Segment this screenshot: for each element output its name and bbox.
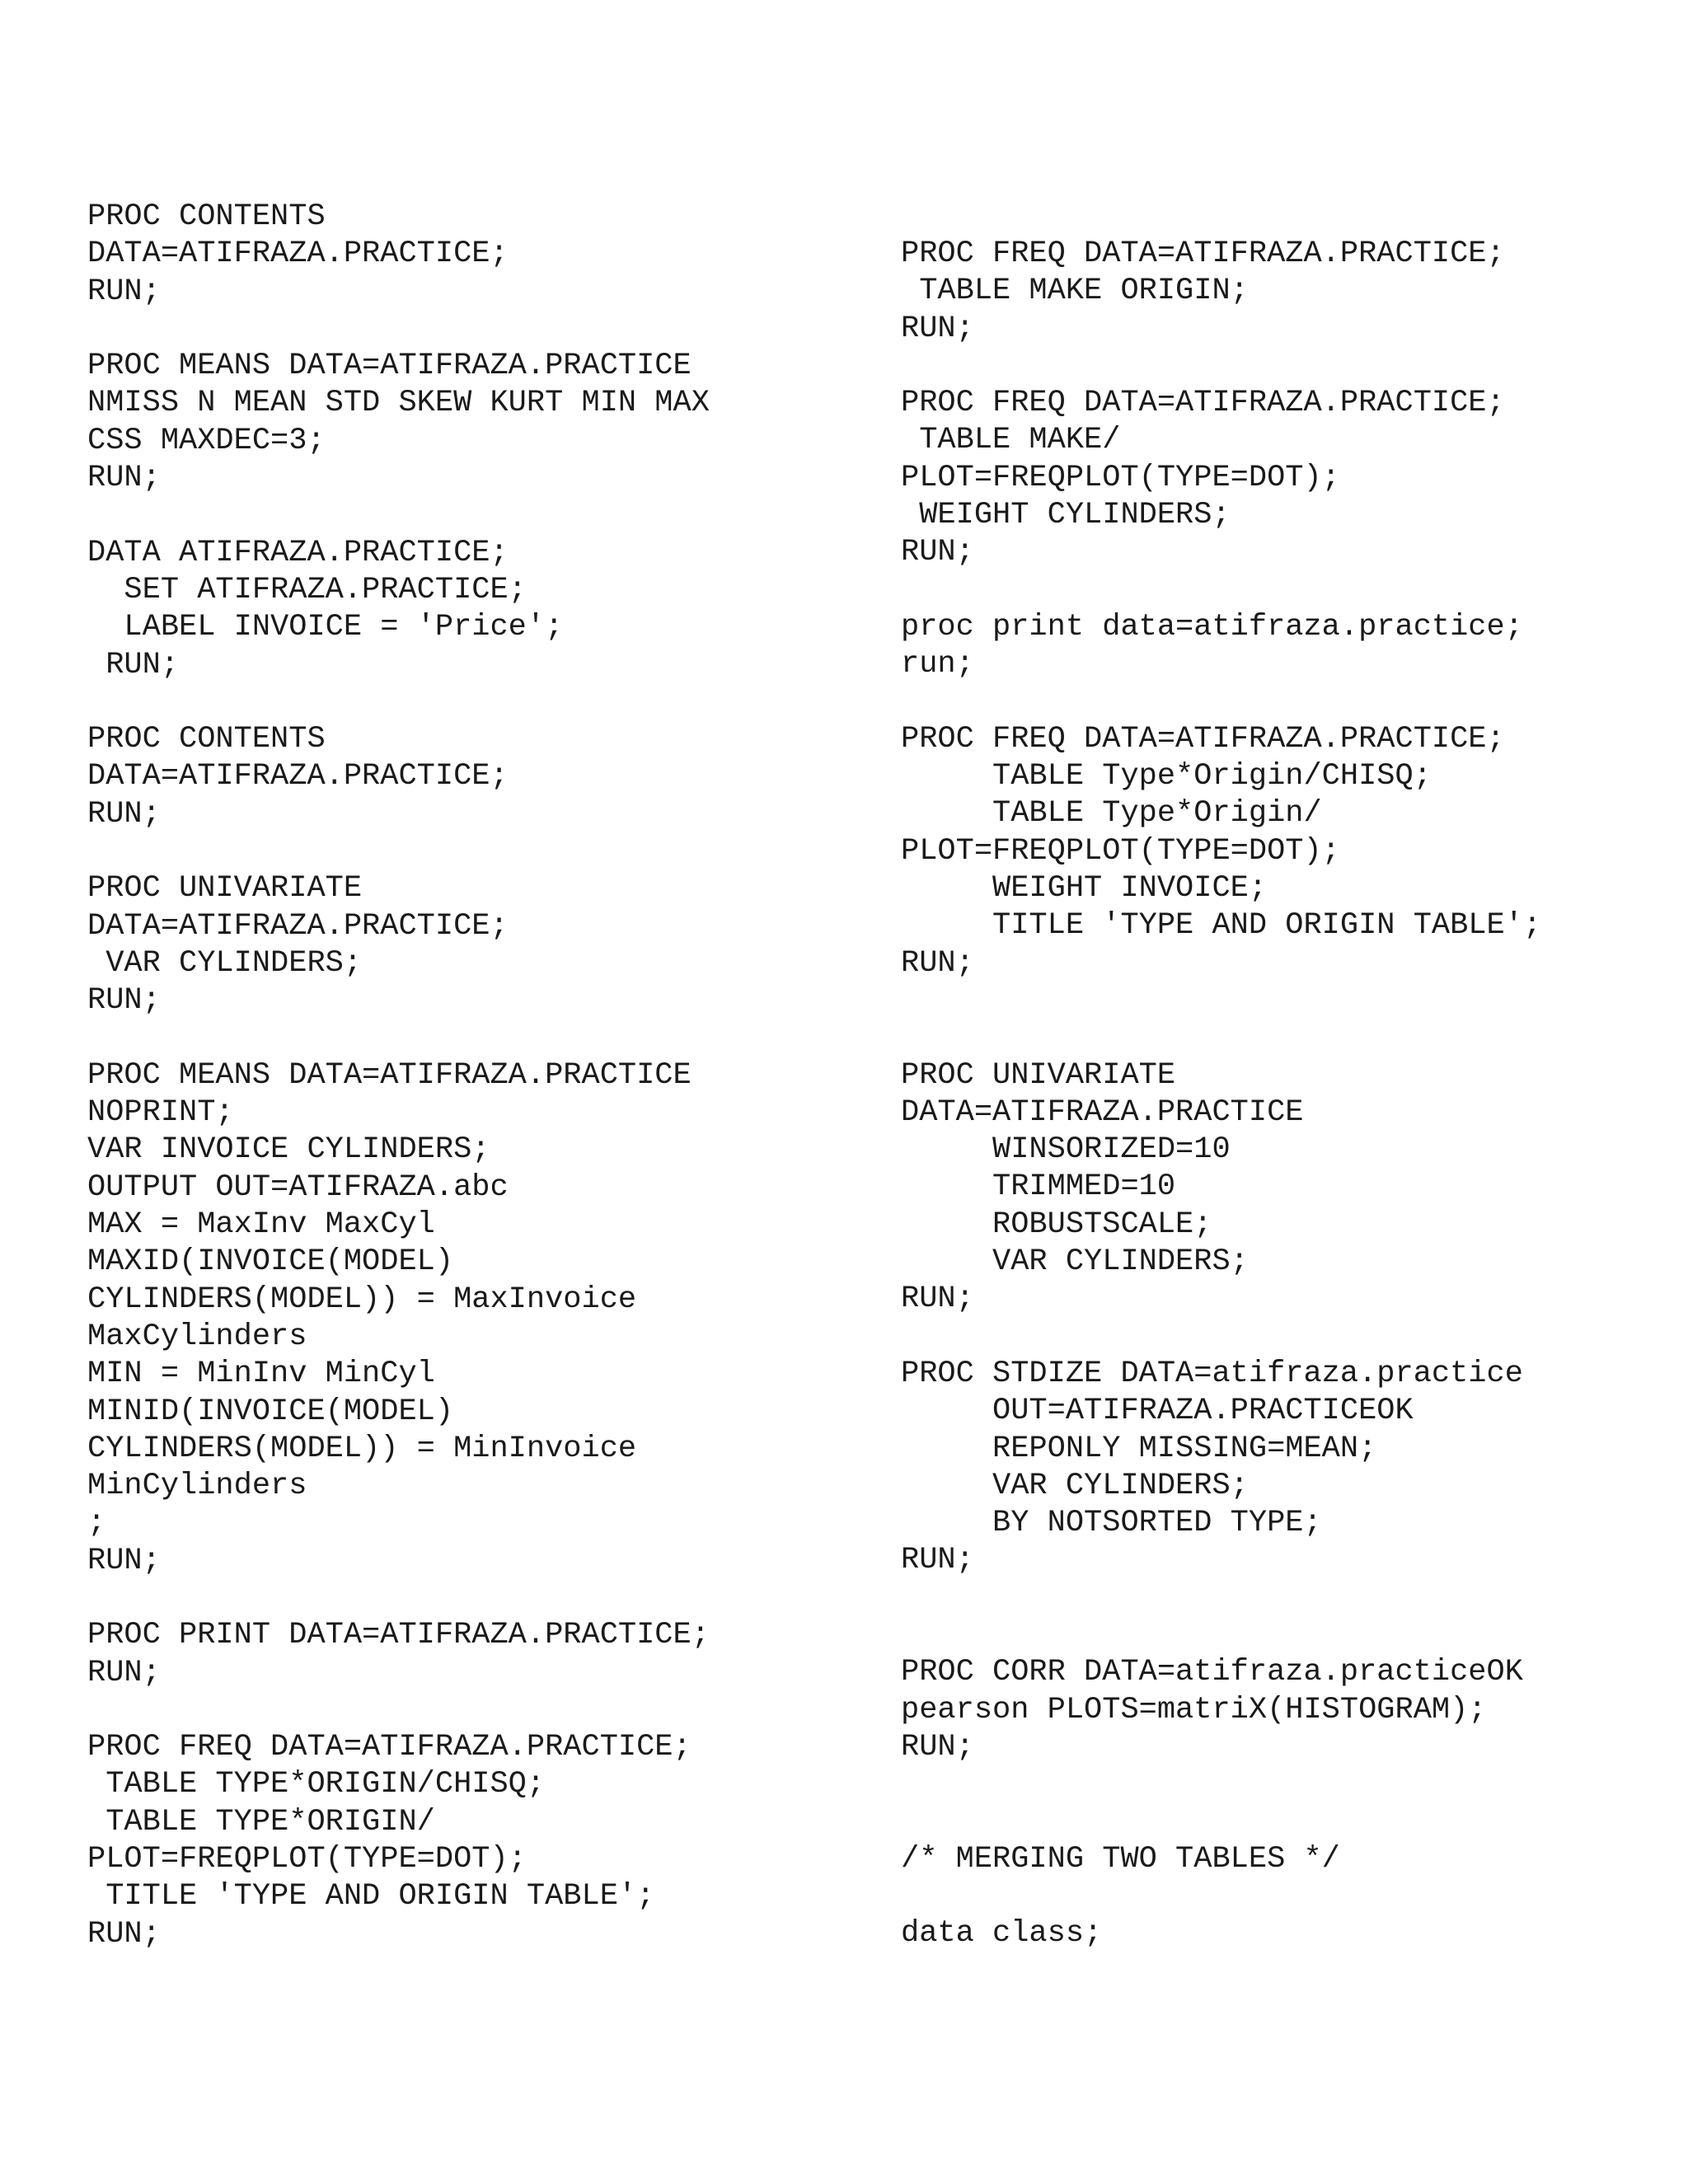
code-line: PROC PRINT DATA=ATIFRAZA.PRACTICE;: [87, 1618, 710, 1653]
code-line: [87, 311, 813, 348]
code-line: VAR CYLINDERS;: [901, 1244, 1249, 1280]
code-line: LABEL INVOICE = 'Price';: [87, 610, 564, 645]
code-line: RUN;: [87, 274, 161, 309]
code-line: PROC FREQ DATA=ATIFRAZA.PRACTICE;: [901, 386, 1505, 421]
code-line: [901, 684, 1643, 721]
code-line: RUN;: [87, 1543, 161, 1578]
code-line: CSS MAXDEC=3;: [87, 423, 326, 458]
code-line: [87, 1580, 813, 1617]
code-line: VAR INVOICE CYLINDERS;: [87, 1132, 490, 1168]
code-line: DATA=ATIFRAZA.PRACTICE;: [87, 237, 509, 272]
code-line: [901, 1803, 1643, 1840]
code-line: NMISS N MEAN STD SKEW KURT MIN MAX: [87, 386, 710, 421]
code-line: REPONLY MISSING=MEAN;: [901, 1431, 1377, 1466]
code-line: RUN;: [901, 311, 974, 346]
code-line: RUN;: [87, 1916, 161, 1952]
code-line: TITLE 'TYPE AND ORIGIN TABLE';: [901, 908, 1542, 944]
code-line: PROC MEANS DATA=ATIFRAZA.PRACTICE: [87, 349, 692, 384]
code-line: PROC FREQ DATA=ATIFRAZA.PRACTICE;: [87, 1730, 692, 1765]
code-line: TITLE 'TYPE AND ORIGIN TABLE';: [87, 1879, 655, 1915]
code-line: WINSORIZED=10: [901, 1132, 1231, 1168]
code-column-right: [901, 236, 1643, 1953]
code-line: TRIMMED=10: [901, 1169, 1176, 1205]
code-line: TABLE Type*Origin/CHISQ;: [901, 759, 1432, 794]
code-line: PROC FREQ DATA=ATIFRAZA.PRACTICE;: [901, 721, 1505, 757]
code-line: OUT=ATIFRAZA.PRACTICEOK: [901, 1394, 1414, 1429]
code-line: PROC CORR DATA=atifraza.practiceOK: [901, 1655, 1523, 1690]
code-line: PLOT=FREQPLOT(TYPE=DOT);: [901, 460, 1340, 495]
code-line: MIN = MinInv MinCyl: [87, 1357, 435, 1392]
code-line: [87, 1020, 813, 1057]
code-line: [87, 684, 813, 721]
code-line: MinCylinders: [87, 1469, 307, 1504]
code-line: [87, 833, 813, 870]
code-line: [901, 1019, 1643, 1057]
code-line: [901, 1878, 1643, 1915]
code-line: PROC CONTENTS: [87, 722, 326, 757]
code-line: MAXID(INVOICE(MODEL): [87, 1244, 454, 1280]
code-line: RUN;: [901, 1282, 974, 1317]
code-line: [901, 1617, 1643, 1654]
code-line: ROBUSTSCALE;: [901, 1207, 1212, 1242]
code-line: DATA=ATIFRAZA.PRACTICE;: [87, 908, 509, 944]
code-line: TABLE Type*Origin/: [901, 796, 1322, 832]
code-line: RUN;: [87, 796, 161, 832]
code-line: PROC STDIZE DATA=atifraza.practice: [901, 1356, 1523, 1391]
code-line: CYLINDERS(MODEL)) = MaxInvoice: [87, 1282, 637, 1317]
code-line: PROC CONTENTS: [87, 199, 326, 234]
code-line: RUN;: [87, 461, 161, 496]
code-line: DATA=ATIFRAZA.PRACTICE;: [87, 759, 509, 794]
code-column-left: [87, 199, 813, 1953]
code-line: MAX = MaxInv MaxCyl: [87, 1207, 435, 1243]
code-line: MaxCylinders: [87, 1319, 307, 1354]
code-line: [901, 982, 1643, 1019]
code-line: MINID(INVOICE(MODEL): [87, 1394, 454, 1429]
code-line: [901, 348, 1643, 385]
code-line: DATA=ATIFRAZA.PRACTICE: [901, 1094, 1304, 1130]
code-line: proc print data=atifraza.practice;: [901, 609, 1523, 644]
code-line: run;: [901, 647, 974, 682]
code-line: PROC MEANS DATA=ATIFRAZA.PRACTICE: [87, 1057, 692, 1093]
code-line: WEIGHT CYLINDERS;: [901, 498, 1231, 533]
code-line: ;: [87, 1506, 106, 1541]
code-line: VAR CYLINDERS;: [87, 945, 363, 981]
code-line: OUTPUT OUT=ATIFRAZA.abc: [87, 1169, 509, 1205]
code-line: [901, 572, 1643, 609]
code-line: TABLE MAKE/: [901, 423, 1121, 458]
code-line: PROC UNIVARIATE: [87, 871, 363, 907]
code-line: [87, 497, 813, 534]
code-line: RUN;: [901, 535, 974, 570]
code-line: BY NOTSORTED TYPE;: [901, 1506, 1322, 1541]
code-line: RUN;: [901, 945, 974, 981]
code-line: PROC UNIVARIATE: [901, 1057, 1176, 1093]
code-line: RUN;: [901, 1729, 974, 1765]
code-line: TABLE TYPE*ORIGIN/: [87, 1804, 435, 1840]
code-line: pearson PLOTS=matriX(HISTOGRAM);: [901, 1692, 1487, 1727]
code-line: WEIGHT INVOICE;: [901, 871, 1268, 907]
code-line: data class;: [901, 1916, 1103, 1952]
code-line: PROC FREQ DATA=ATIFRAZA.PRACTICE;: [901, 237, 1505, 271]
code-line: TABLE MAKE ORIGIN;: [901, 274, 1249, 309]
code-line: VAR CYLINDERS;: [901, 1468, 1249, 1503]
code-line: PLOT=FREQPLOT(TYPE=DOT);: [901, 833, 1340, 869]
code-line: [901, 1766, 1643, 1803]
code-line: RUN;: [901, 1543, 974, 1578]
code-line: NOPRINT;: [87, 1095, 234, 1131]
code-line: /* MERGING TWO TABLES */: [901, 1841, 1340, 1877]
code-line: SET ATIFRAZA.PRACTICE;: [87, 572, 527, 607]
code-line: RUN;: [87, 1655, 161, 1690]
code-line: [901, 1319, 1643, 1356]
code-line: RUN;: [87, 983, 161, 1019]
code-line: RUN;: [87, 647, 180, 682]
code-line: [87, 1692, 813, 1729]
code-line: TABLE TYPE*ORIGIN/CHISQ;: [87, 1767, 546, 1802]
code-line: [901, 1580, 1643, 1617]
code-line: DATA ATIFRAZA.PRACTICE;: [87, 535, 509, 570]
code-line: PLOT=FREQPLOT(TYPE=DOT);: [87, 1842, 527, 1877]
code-line: CYLINDERS(MODEL)) = MinInvoice: [87, 1431, 637, 1466]
